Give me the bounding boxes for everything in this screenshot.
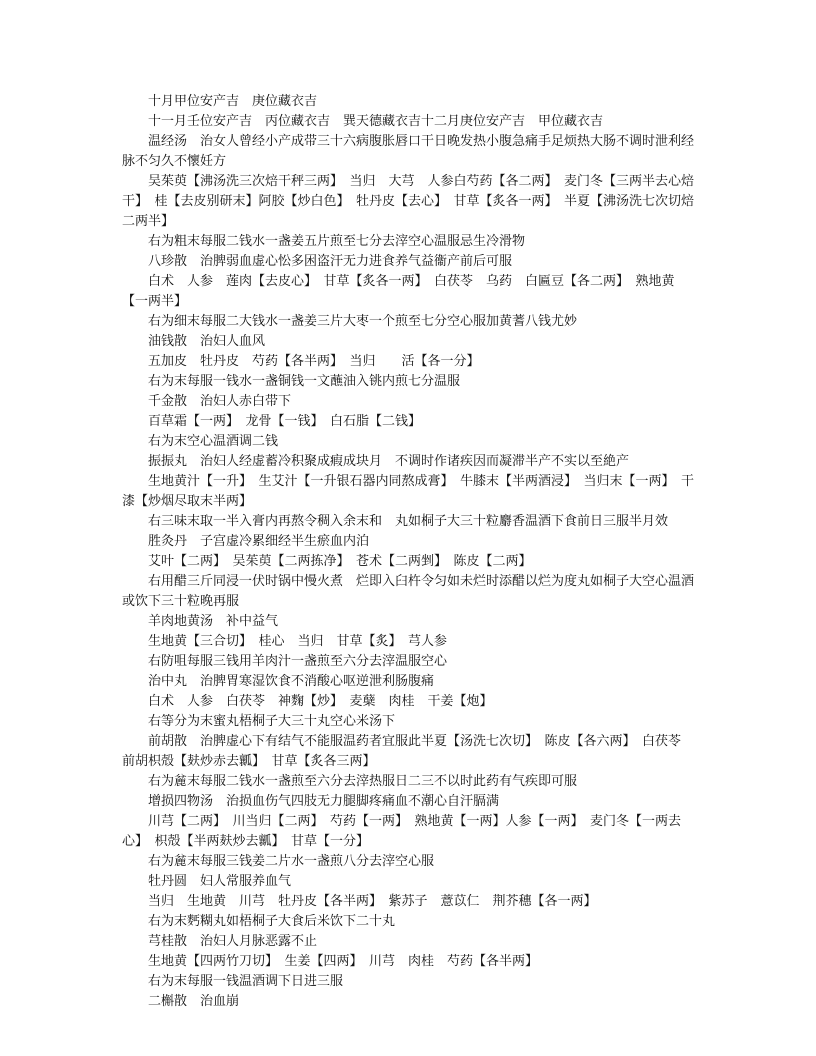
text-line: 生地黄汁【一升】 生艾汁【一升银石器内同熬成膏】 牛膝末【半两酒浸】 当归末【一两】 干漆【炒烟尽取末半两】 <box>122 474 695 509</box>
text-line: 白术 人参 白茯苓 神麴【炒】 麦蘖 肉桂 干姜【炮】 <box>148 694 493 709</box>
text-line: 右为粗末每服二钱水一盏姜五片煎至七分去滓空心温服忌生冷滑物 <box>148 234 526 249</box>
text-line: 右为麄末每服二钱水一盏煎至六分去滓热服日二三不以时此药有气疾即可服 <box>148 774 578 789</box>
text-line: 牡丹圆 妇人常服养血气 <box>148 874 292 889</box>
text-line: 右为末空心温酒调二钱 <box>148 434 279 449</box>
text-line: 川芎【二两】 川当归【二两】 芍药【一两】 熟地黄【一两】人参【一两】 麦门冬【一两去心】 枳殻【半两麸炒去瓤】 甘草【一分】 <box>122 814 682 849</box>
text-line: 右用醋三斤同浸一伏时锅中慢火煮 烂即入臼杵令匀如未烂时添醋以烂为度丸如桐子大空心温酒或饮下三十粒晚再服 <box>122 574 695 609</box>
text-line: 治中丸 治脾胃寒湿饮食不消酸心呕逆泄利肠腹痛 <box>148 674 435 689</box>
text-line: 吴茱萸【沸汤洗三次焙干秤三两】 当归 大芎 人参白芍药【各二两】 麦门冬【三两半去心焙干】 桂【去皮别研末】阿胶【炒白色】 牡丹皮【去心】 甘草【炙各一两】 半夏【沸汤洗七次切焙二两半】 <box>122 174 695 229</box>
text-line: 五加皮 牡丹皮 芍药【各半两】 当归 活【各一分】 <box>148 354 480 369</box>
text-line: 右三味末取一半入膏内再熬令稠入余末和 丸如桐子大三十粒麝香温酒下食前日三服半月效 <box>148 514 669 529</box>
text-line: 温经汤 治女人曾经小产成带三十六病腹胀唇口干日晚发热小腹急痛手足烦热大肠不调时泄利经脉不匀久不懷妊方 <box>122 134 695 169</box>
text-line: 右为末每服一钱温酒调下日进三服 <box>148 974 344 989</box>
text-line: 千金散 治妇人赤白带下 <box>148 394 292 409</box>
text-line: 增损四物汤 治损血伤气四肢无力腿脚疼痛血不潮心自汗膈满 <box>148 794 500 809</box>
text-line: 胜灸丹 子宫虚冷累细经半生瘀血内泊 <box>148 534 370 549</box>
text-line: 八珍散 治脾弱血虚心忪多困盗汗无力进食养气益衞产前后可服 <box>148 254 513 269</box>
text-line: 二槲散 治血崩 <box>148 994 240 1009</box>
text-line: 右为麄末每服三钱姜二片水一盏煎八分去滓空心服 <box>148 854 435 869</box>
text-line: 当归 生地黄 川芎 牡丹皮【各半两】 紫苏子 薏苡仁 荆芥穗【各一两】 <box>148 894 597 909</box>
text-line: 右为末麫糊丸如梧桐子大食后米饮下二十丸 <box>148 914 396 929</box>
document-page <box>122 92 696 1012</box>
text-line: 右为细末每服二大钱水一盏姜三片大枣一个煎至七分空心服加黄蓍八钱尤妙 <box>148 314 578 329</box>
text-line: 十一月壬位安产吉 丙位藏衣吉 巽天德藏衣吉十二月庚位安产吉 甲位藏衣吉 <box>148 114 604 129</box>
text-line: 生地黄【四两竹刀切】 生姜【四两】 川芎 肉桂 芍药【各半两】 <box>148 954 539 969</box>
text-line: 油钱散 治妇人血风 <box>148 334 266 349</box>
text-line: 右为末每服一钱水一盏铜钱一文蘸油入铫内煎七分温服 <box>148 374 461 389</box>
text-line: 羊肉地黄汤 补中益气 <box>148 614 279 629</box>
text-line: 振振丸 治妇人经虚蓄冷积聚成瘕成块月 不调时作诸疾因而凝滞半产不实以至絶产 <box>148 454 630 469</box>
text-line: 十月甲位安产吉 庚位藏衣吉 <box>148 94 318 109</box>
text-line: 前胡散 治脾虚心下有结气不能服温药者宜服此半夏【汤洗七次切】 陈皮【各六两】 白茯苓 前胡枳殻【麸炒赤去瓤】 甘草【炙各三两】 <box>122 734 695 769</box>
text-line: 芎桂散 治妇人月脉恶露不止 <box>148 934 318 949</box>
text-line: 生地黄【三合切】 桂心 当归 甘草【炙】 芎人参 <box>148 634 448 649</box>
text-line: 右等分为末蜜丸梧桐子大三十丸空心米汤下 <box>148 714 396 729</box>
text-line: 艾叶【二两】 吴茱萸【二两拣净】 苍术【二两剉】 陈皮【二两】 <box>148 554 532 569</box>
text-line: 右防咀每服三钱用羊肉汁一盏煎至六分去滓温服空心 <box>148 654 448 669</box>
text-line: 白术 人参 莲肉【去皮心】 甘草【炙各一两】 白茯苓 乌药 白匾豆【各二两】 熟地黄【一两半】 <box>122 274 675 309</box>
text-line: 百草霜【一两】 龙骨【一钱】 白石脂【二钱】 <box>148 414 422 429</box>
